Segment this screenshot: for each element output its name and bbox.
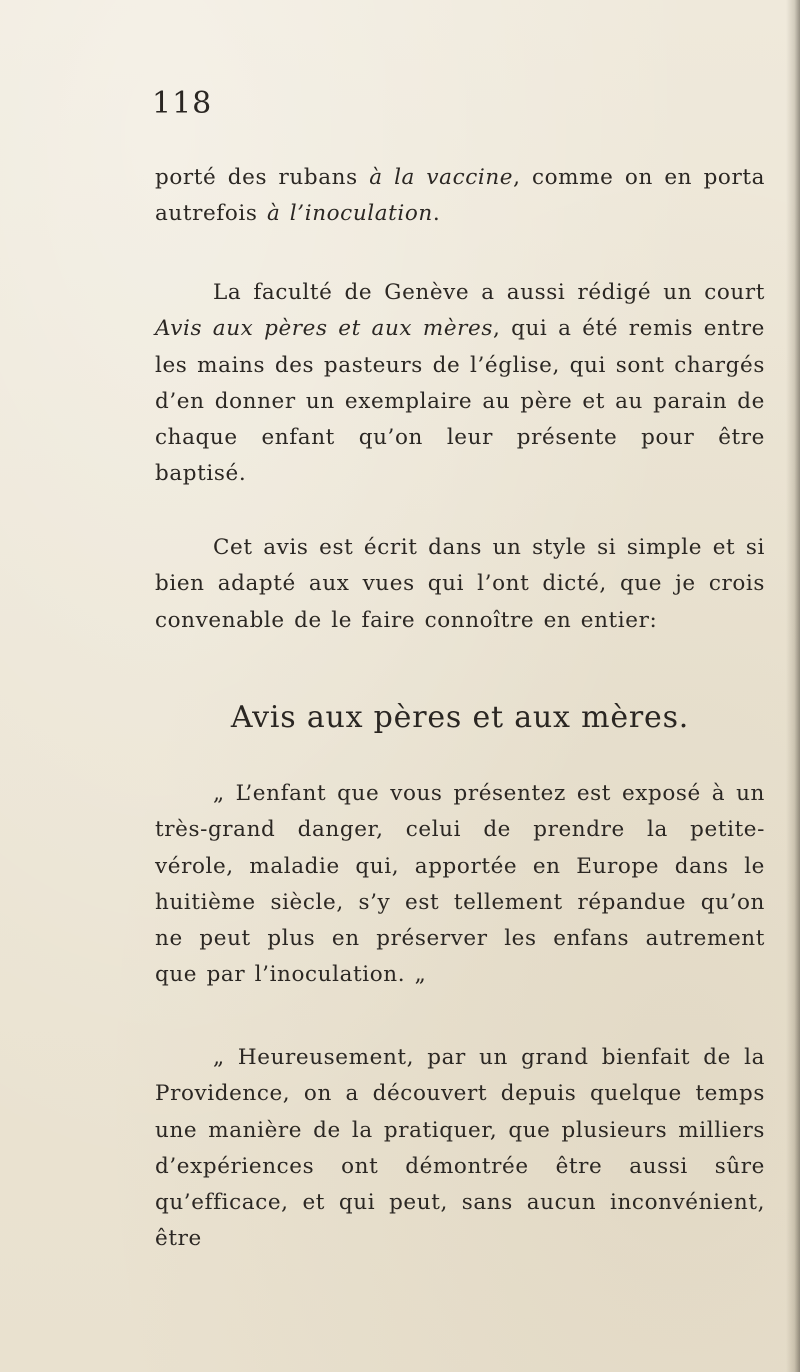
- paragraph-quote-2: „ Heureusement, par un grand bienfait de la Providence, on a découvert depuis quelque temps une manière de la pratiquer, que plusieurs milliers d’expériences ont démontrée être aussi sûre qu’efficace, et qui peut, sans aucun inconvénient, être: [155, 1045, 765, 1252]
- paragraph-faculty: [155, 275, 765, 493]
- paragraph-text: , qui a été remis entre les mains des pasteurs de l’église, qui sont chargés d’en donner un exemplaire au père et au parain de chaque enfant qu’on leur présente pour être baptisé.: [155, 316, 765, 487]
- italic-title: Avis aux pères et aux mères: [155, 316, 493, 342]
- italic-phrase: à l’inoculation: [266, 201, 433, 227]
- paragraph-continuation: [155, 160, 765, 233]
- paragraph-text: porté des rubans: [155, 165, 370, 190]
- page-number: 118: [152, 86, 213, 121]
- section-heading: Avis aux pères et aux mères.: [230, 700, 690, 735]
- paragraph-quote-1: „ L’enfant que vous présentez est exposé à un très-grand danger, celui de prendre la petite-vérole, maladie qui, apportée en Europe dans le huitième siècle, s’y est tellement répandue qu’on ne peut plus en préserver les enfans autrement que par l’inoculation. „: [155, 781, 765, 988]
- italic-phrase: à la vaccine: [369, 165, 514, 190]
- page-edge-shadow: [786, 0, 800, 1372]
- paragraph-text: La faculté de Genève a aussi rédigé un court: [213, 280, 765, 305]
- paragraph-text: , comme on en porta autrefois: [155, 165, 766, 227]
- paragraph-text: .: [432, 201, 441, 227]
- paragraph-intro: Cet avis est écrit dans un style si simple et si bien adapté aux vues qui l’ont dicté, que je crois convenable de le faire connoître en entier:: [155, 535, 765, 633]
